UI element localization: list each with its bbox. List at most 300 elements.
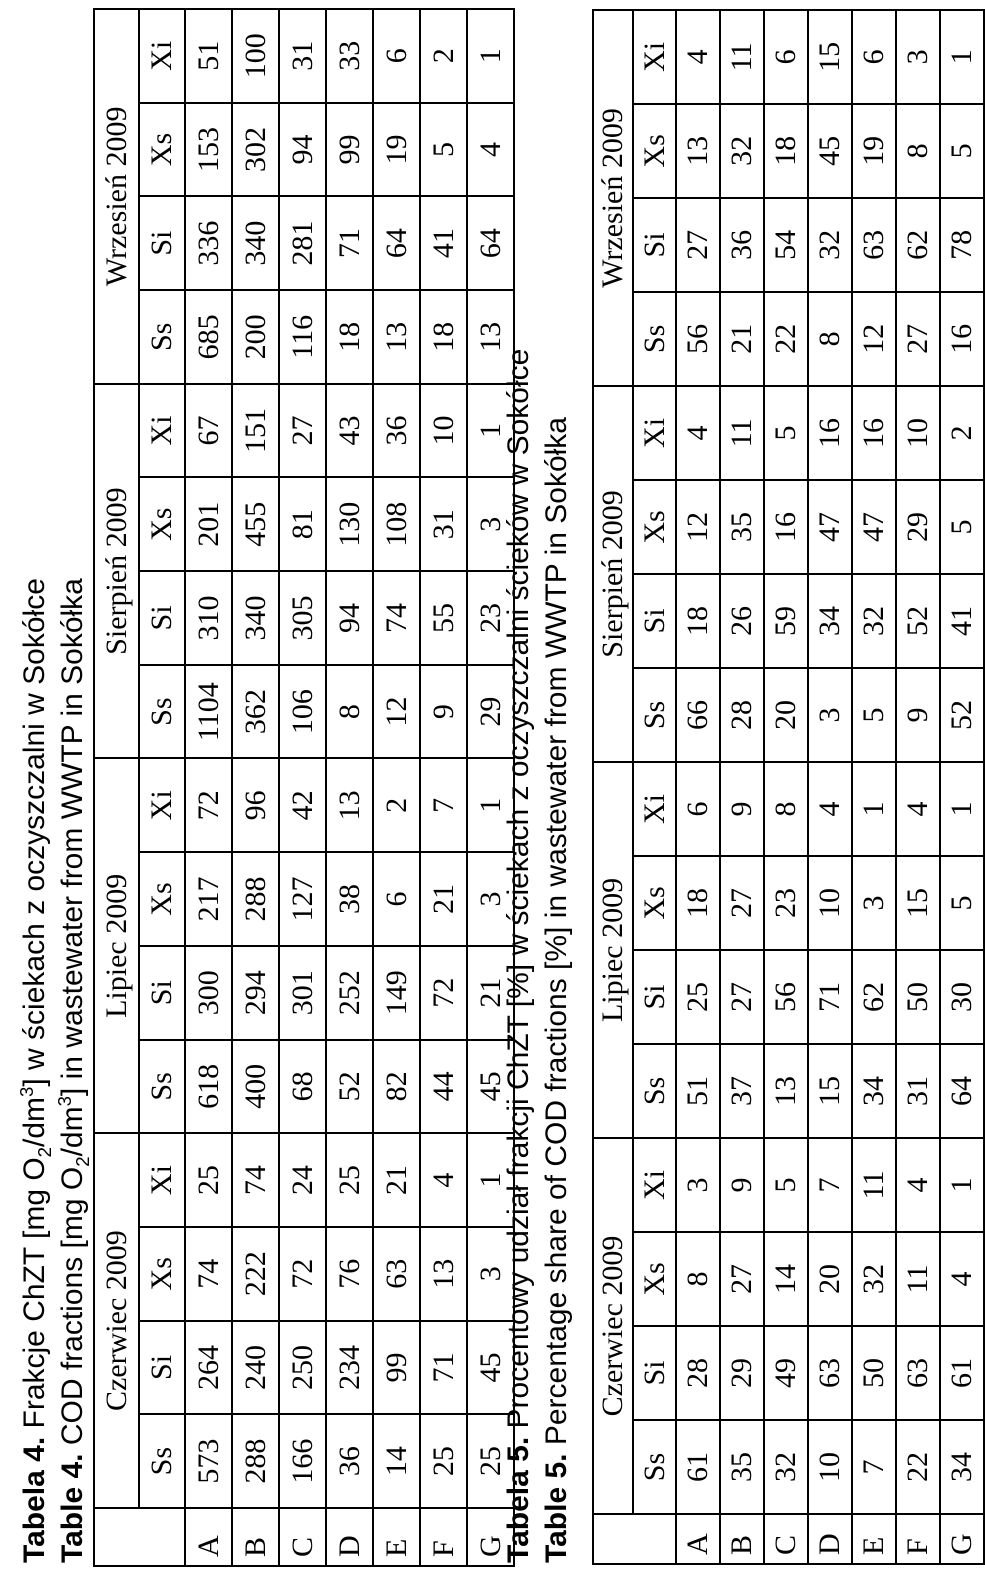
table-cell: 12 <box>373 665 420 759</box>
table-cell: 340 <box>232 196 279 290</box>
column-header: Ss <box>139 665 185 759</box>
table-cell: 64 <box>373 196 420 290</box>
group-header: Sierpień 2009 <box>94 384 139 759</box>
table-cell: 14 <box>764 1232 808 1326</box>
row-label: G <box>467 1508 514 1566</box>
table-cell: 72 <box>420 946 467 1040</box>
table-cell: 27 <box>720 856 764 950</box>
table-cell: 108 <box>373 477 420 571</box>
table-cell: 10 <box>420 384 467 478</box>
table-cell: 4 <box>420 1133 467 1227</box>
table-cell: 250 <box>279 1321 326 1415</box>
table-cell: 7 <box>852 1420 896 1514</box>
table-cell: 19 <box>852 104 896 198</box>
table-cell: 74 <box>185 1227 232 1321</box>
table-cell: 21 <box>420 852 467 946</box>
table-cell: 4 <box>896 762 940 856</box>
table-cell: 1104 <box>185 665 232 759</box>
table5-label-en: Table 5. <box>540 1453 573 1563</box>
column-header: Ss <box>139 1040 185 1134</box>
table-cell: 25 <box>420 1414 467 1508</box>
table-cell: 1 <box>467 1133 514 1227</box>
table-cell: 78 <box>940 198 984 292</box>
column-header: Xi <box>633 762 676 856</box>
table-cell: 200 <box>232 290 279 384</box>
table-cell: 52 <box>896 574 940 668</box>
table-cell: 288 <box>232 852 279 946</box>
table-cell: 8 <box>764 762 808 856</box>
table-row <box>764 10 808 1564</box>
row-label: F <box>896 1514 940 1564</box>
table-cell: 27 <box>720 1232 764 1326</box>
table-cell: 151 <box>232 384 279 478</box>
table-cell: 35 <box>720 1420 764 1514</box>
table-cell: 18 <box>326 290 373 384</box>
table5 <box>592 9 985 1565</box>
row-label: D <box>326 1508 373 1566</box>
table-cell: 2 <box>373 758 420 852</box>
table-cell: 52 <box>326 1040 373 1134</box>
table-cell: 18 <box>420 290 467 384</box>
corner-cell <box>593 1514 676 1564</box>
table-cell: 13 <box>467 290 514 384</box>
table-cell: 3 <box>852 856 896 950</box>
column-header: Ss <box>633 668 676 762</box>
table-cell: 100 <box>232 9 279 103</box>
column-header: Ss <box>139 290 185 384</box>
table-cell: 13 <box>373 290 420 384</box>
table-cell: 96 <box>232 758 279 852</box>
table-cell: 1 <box>940 1138 984 1232</box>
table-cell: 6 <box>373 852 420 946</box>
table-cell: 67 <box>185 384 232 478</box>
table-cell: 240 <box>232 1321 279 1415</box>
table-cell: 5 <box>940 480 984 574</box>
table-cell: 62 <box>852 950 896 1044</box>
table-cell: 11 <box>896 1232 940 1326</box>
column-header: Xi <box>633 386 676 480</box>
table-cell: 5 <box>764 1138 808 1232</box>
table-cell: 56 <box>676 292 720 386</box>
row-label: D <box>808 1514 852 1564</box>
table-cell: 12 <box>852 292 896 386</box>
table-cell: 99 <box>326 103 373 197</box>
table-cell: 63 <box>808 1326 852 1420</box>
table-cell: 13 <box>326 758 373 852</box>
row-label: F <box>420 1508 467 1566</box>
table-cell: 47 <box>852 480 896 574</box>
table-cell: 30 <box>940 950 984 1044</box>
table-cell: 201 <box>185 477 232 571</box>
table-cell: 42 <box>279 758 326 852</box>
table-cell: 166 <box>279 1414 326 1508</box>
column-header: Xs <box>633 104 676 198</box>
column-header: Xs <box>633 480 676 574</box>
table4-label: Tabela 4. <box>18 1436 51 1563</box>
table-cell: 455 <box>232 477 279 571</box>
table-cell: 25 <box>185 1133 232 1227</box>
column-header: Si <box>633 1326 676 1420</box>
table-cell: 28 <box>676 1326 720 1420</box>
table-cell: 301 <box>279 946 326 1040</box>
row-label: C <box>764 1514 808 1564</box>
table-cell: 52 <box>940 668 984 762</box>
table-row <box>940 10 984 1564</box>
table-cell: 13 <box>764 1044 808 1138</box>
table-row <box>185 9 232 1566</box>
table-cell: 305 <box>279 571 326 665</box>
table-row <box>852 10 896 1564</box>
table-cell: 45 <box>808 104 852 198</box>
table-cell: 63 <box>896 1326 940 1420</box>
table-cell: 56 <box>764 950 808 1044</box>
table-cell: 31 <box>279 9 326 103</box>
table-row <box>720 10 764 1564</box>
table-cell: 25 <box>326 1133 373 1227</box>
table-cell: 23 <box>764 856 808 950</box>
table-cell: 36 <box>720 198 764 292</box>
table-cell: 34 <box>808 574 852 668</box>
table-cell: 8 <box>676 1232 720 1326</box>
table-cell: 4 <box>940 1232 984 1326</box>
column-header: Xi <box>139 384 185 478</box>
table-cell: 32 <box>720 104 764 198</box>
table-cell: 6 <box>852 10 896 104</box>
column-header: Ss <box>633 1044 676 1138</box>
table-cell: 1 <box>852 762 896 856</box>
table-cell: 281 <box>279 196 326 290</box>
table-cell: 130 <box>326 477 373 571</box>
table-cell: 22 <box>896 1420 940 1514</box>
table4-caption-pl: Tabela 4. Frakcje ChZT [mg $O_2/dm^3$] w ściekach z oczyszczalni w Sokółce <box>16 578 55 1563</box>
group-header: Wrzesień 2009 <box>593 10 633 386</box>
table-cell: 72 <box>279 1227 326 1321</box>
table-cell: 63 <box>373 1227 420 1321</box>
table-cell: 300 <box>185 946 232 1040</box>
table5-caption-en: Table 5. Percentage share of COD fractions [%] in wastewater from WWTP in Sokółka <box>540 417 573 1563</box>
table-cell: 217 <box>185 852 232 946</box>
table-cell: 55 <box>420 571 467 665</box>
table-cell: 573 <box>185 1414 232 1508</box>
table-cell: 310 <box>185 571 232 665</box>
table-cell: 41 <box>940 574 984 668</box>
table-row <box>808 10 852 1564</box>
table-cell: 9 <box>420 665 467 759</box>
column-header: Xi <box>139 758 185 852</box>
table-cell: 82 <box>373 1040 420 1134</box>
table-cell: 74 <box>373 571 420 665</box>
table-cell: 27 <box>676 198 720 292</box>
table-cell: 8 <box>808 292 852 386</box>
group-header: Czerwiec 2009 <box>94 1133 139 1508</box>
row-label: C <box>279 1508 326 1566</box>
column-header: Xs <box>139 1227 185 1321</box>
table-cell: 71 <box>420 1321 467 1415</box>
table-cell: 61 <box>676 1420 720 1514</box>
table-cell: 106 <box>279 665 326 759</box>
table-cell: 21 <box>467 946 514 1040</box>
column-header: Si <box>633 574 676 668</box>
column-header: Ss <box>633 1420 676 1514</box>
table-cell: 94 <box>326 571 373 665</box>
table-cell: 71 <box>326 196 373 290</box>
table-cell: 252 <box>326 946 373 1040</box>
table-cell: 1 <box>467 9 514 103</box>
table-cell: 6 <box>373 9 420 103</box>
table-cell: 10 <box>808 856 852 950</box>
table-cell: 54 <box>764 198 808 292</box>
column-header: Xs <box>139 852 185 946</box>
row-label: B <box>232 1508 279 1566</box>
table-cell: 64 <box>940 1044 984 1138</box>
table-cell: 13 <box>676 104 720 198</box>
table-cell: 28 <box>720 668 764 762</box>
table-cell: 13 <box>420 1227 467 1321</box>
row-label: A <box>676 1514 720 1564</box>
column-header: Ss <box>139 1414 185 1508</box>
group-header: Czerwiec 2009 <box>593 1138 633 1514</box>
table-row <box>326 9 373 1566</box>
column-header: Xi <box>633 10 676 104</box>
table-cell: 7 <box>420 758 467 852</box>
column-header: Ss <box>633 292 676 386</box>
table-cell: 45 <box>467 1040 514 1134</box>
table-row <box>420 9 467 1566</box>
table-cell: 43 <box>326 384 373 478</box>
table-cell: 5 <box>852 668 896 762</box>
table-cell: 47 <box>808 480 852 574</box>
row-label: E <box>852 1514 896 1564</box>
column-header: Xs <box>633 1232 676 1326</box>
table-cell: 99 <box>373 1321 420 1415</box>
table-cell: 400 <box>232 1040 279 1134</box>
table-cell: 33 <box>326 9 373 103</box>
table-cell: 74 <box>232 1133 279 1227</box>
table-cell: 68 <box>279 1040 326 1134</box>
table-cell: 116 <box>279 290 326 384</box>
table-cell: 3 <box>896 10 940 104</box>
table-cell: 9 <box>720 762 764 856</box>
table-row <box>896 10 940 1564</box>
row-label: A <box>185 1508 232 1566</box>
column-header: Xi <box>633 1138 676 1232</box>
table-cell: 618 <box>185 1040 232 1134</box>
table-cell: 3 <box>467 1227 514 1321</box>
table-cell: 11 <box>852 1138 896 1232</box>
table-cell: 4 <box>676 10 720 104</box>
table-cell: 35 <box>720 480 764 574</box>
table-cell: 41 <box>420 196 467 290</box>
row-label: E <box>373 1508 420 1566</box>
table5-caption-pl: Tabela 5. Procentowy udział frakcji ChZT [%] w ściekach z oczyszczalni ścieków w Sokółce <box>502 348 535 1563</box>
table-cell: 4 <box>808 762 852 856</box>
table-cell: 6 <box>676 762 720 856</box>
table-cell: 63 <box>852 198 896 292</box>
group-header: Lipiec 2009 <box>593 762 633 1138</box>
table-row <box>279 9 326 1566</box>
table-cell: 18 <box>676 856 720 950</box>
table-cell: 15 <box>808 10 852 104</box>
table-cell: 294 <box>232 946 279 1040</box>
table-cell: 10 <box>808 1420 852 1514</box>
column-header: Si <box>139 946 185 1040</box>
group-header: Wrzesień 2009 <box>94 9 139 384</box>
table-cell: 264 <box>185 1321 232 1415</box>
table4 <box>93 8 515 1567</box>
table-row <box>373 9 420 1566</box>
table-cell: 18 <box>764 104 808 198</box>
table-cell: 76 <box>326 1227 373 1321</box>
table-cell: 23 <box>467 571 514 665</box>
table-cell: 50 <box>852 1326 896 1420</box>
table-cell: 4 <box>467 103 514 197</box>
table-cell: 34 <box>940 1420 984 1514</box>
column-header: Xi <box>139 9 185 103</box>
table-cell: 32 <box>764 1420 808 1514</box>
table-cell: 336 <box>185 196 232 290</box>
table-cell: 29 <box>467 665 514 759</box>
table-cell: 8 <box>326 665 373 759</box>
row-label: G <box>940 1514 984 1564</box>
table-cell: 31 <box>896 1044 940 1138</box>
column-header: Si <box>633 198 676 292</box>
table-cell: 234 <box>326 1321 373 1415</box>
table-cell: 2 <box>940 386 984 480</box>
table-cell: 4 <box>896 1138 940 1232</box>
table-cell: 153 <box>185 103 232 197</box>
table-cell: 3 <box>467 477 514 571</box>
table5-label: Tabela 5. <box>502 1436 535 1563</box>
table-cell: 32 <box>852 574 896 668</box>
table-cell: 12 <box>676 480 720 574</box>
table-cell: 32 <box>808 198 852 292</box>
table-cell: 222 <box>232 1227 279 1321</box>
table-cell: 45 <box>467 1321 514 1415</box>
column-header: Xi <box>139 1133 185 1227</box>
table-cell: 20 <box>764 668 808 762</box>
table-cell: 32 <box>852 1232 896 1326</box>
table-cell: 16 <box>852 386 896 480</box>
table-cell: 31 <box>420 477 467 571</box>
table-cell: 21 <box>720 292 764 386</box>
table-cell: 5 <box>764 386 808 480</box>
table-cell: 16 <box>808 386 852 480</box>
table-cell: 302 <box>232 103 279 197</box>
table-cell: 66 <box>676 668 720 762</box>
table-cell: 81 <box>279 477 326 571</box>
column-header: Si <box>139 196 185 290</box>
table-cell: 36 <box>326 1414 373 1508</box>
table-cell: 14 <box>373 1414 420 1508</box>
column-header: Xs <box>633 856 676 950</box>
table-cell: 26 <box>720 574 764 668</box>
table-cell: 8 <box>896 104 940 198</box>
table-cell: 37 <box>720 1044 764 1138</box>
table-cell: 44 <box>420 1040 467 1134</box>
group-header: Sierpień 2009 <box>593 386 633 762</box>
table-cell: 1 <box>467 758 514 852</box>
table-cell: 34 <box>852 1044 896 1138</box>
table-cell: 15 <box>896 856 940 950</box>
table-cell: 51 <box>676 1044 720 1138</box>
table-cell: 94 <box>279 103 326 197</box>
corner-cell <box>94 1508 185 1566</box>
group-header: Lipiec 2009 <box>94 758 139 1133</box>
table-cell: 18 <box>676 574 720 668</box>
table-cell: 25 <box>676 950 720 1044</box>
table-cell: 29 <box>720 1326 764 1420</box>
table-cell: 50 <box>896 950 940 1044</box>
table-cell: 6 <box>764 10 808 104</box>
table-cell: 3 <box>467 852 514 946</box>
row-label: B <box>720 1514 764 1564</box>
table-cell: 11 <box>720 386 764 480</box>
table-cell: 27 <box>279 384 326 478</box>
table-cell: 38 <box>326 852 373 946</box>
column-header: Si <box>139 1321 185 1415</box>
table-cell: 4 <box>676 386 720 480</box>
table-cell: 29 <box>896 480 940 574</box>
table-cell: 25 <box>467 1414 514 1508</box>
table-row <box>676 10 720 1564</box>
table-cell: 5 <box>420 103 467 197</box>
table-cell: 24 <box>279 1133 326 1227</box>
table-cell: 3 <box>676 1138 720 1232</box>
table-cell: 10 <box>896 386 940 480</box>
table4-caption-en: Table 4. COD fractions [mg $O_2/dm^3$] in wastewater from WWTP in Sokółka <box>54 578 93 1563</box>
table-cell: 5 <box>940 104 984 198</box>
column-header: Si <box>139 571 185 665</box>
table-cell: 62 <box>896 198 940 292</box>
column-header: Si <box>633 950 676 1044</box>
table-cell: 288 <box>232 1414 279 1508</box>
table-cell: 61 <box>940 1326 984 1420</box>
table-cell: 9 <box>896 668 940 762</box>
table-cell: 11 <box>720 10 764 104</box>
table-cell: 127 <box>279 852 326 946</box>
table-cell: 685 <box>185 290 232 384</box>
table-cell: 362 <box>232 665 279 759</box>
column-header: Xs <box>139 477 185 571</box>
table-cell: 16 <box>764 480 808 574</box>
table-cell: 51 <box>185 9 232 103</box>
table-cell: 27 <box>720 950 764 1044</box>
table-cell: 5 <box>940 856 984 950</box>
table-cell: 15 <box>808 1044 852 1138</box>
table-cell: 20 <box>808 1232 852 1326</box>
table-cell: 16 <box>940 292 984 386</box>
table-cell: 1 <box>467 384 514 478</box>
table-cell: 64 <box>467 196 514 290</box>
table-cell: 149 <box>373 946 420 1040</box>
table-row <box>232 9 279 1566</box>
table-cell: 21 <box>373 1133 420 1227</box>
table-cell: 9 <box>720 1138 764 1232</box>
table-cell: 1 <box>940 762 984 856</box>
table-cell: 72 <box>185 758 232 852</box>
table-cell: 3 <box>808 668 852 762</box>
table-cell: 71 <box>808 950 852 1044</box>
table-cell: 19 <box>373 103 420 197</box>
table-cell: 59 <box>764 574 808 668</box>
table-cell: 1 <box>940 10 984 104</box>
table-cell: 7 <box>808 1138 852 1232</box>
column-header: Xs <box>139 103 185 197</box>
table-cell: 340 <box>232 571 279 665</box>
table-cell: 2 <box>420 9 467 103</box>
table-cell: 49 <box>764 1326 808 1420</box>
table-cell: 22 <box>764 292 808 386</box>
